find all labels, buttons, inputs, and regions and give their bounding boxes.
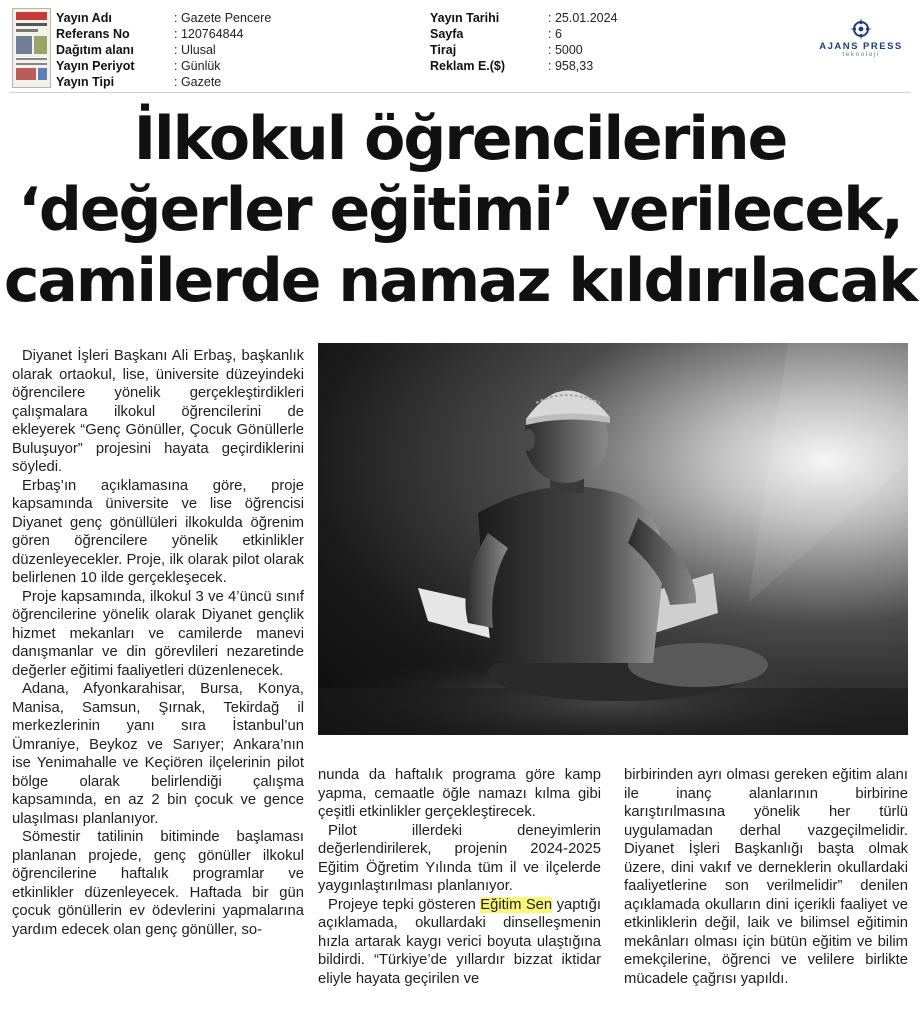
article-paragraph: Erbaş’ın açıklamasına göre, proje kapsamında üniversite ve lise öğrencisi Diyanet genç gönüllüleri ilkokulda öğrenim gören öğrencilere yönelik etkinlikler düzenleyecekler. Proje, ilk olarak pilot olarak belirlenen 10 ilde gerçekleşecek. <box>12 477 304 586</box>
article-paragraph: Diyanet İşleri Başkanı Ali Erbaş, başkanlık olarak ortaokul, lise, üniversite düzeyindeki öğrencilere yönelik gerçekleştirdikleri çalışmalara ilkokul öğrencilerini de ekleyerek “Genç Gönüller, Çocuk Gönüllerle Buluşuyor” projesini hayata geçirdiklerini söyledi. <box>12 348 304 475</box>
headline-line: ‘değerler eğitimi’ verilecek, <box>18 175 902 245</box>
article-column-3 <box>624 766 908 988</box>
meta-key: Reklam E.($) <box>430 59 506 73</box>
meta-value: : 25.01.2024 <box>548 11 618 25</box>
meta-key: Sayfa <box>430 27 464 41</box>
article-paragraph: Sömestir tatilinin bitiminde başlaması planlanan projede, genç gönüller ilkokul öğrencilerine haftalık programlar ve etkinlikler düzenleyecek. Haftada bir gün çocuk gönüllerin ev ödevlerini yapmalarına yardım edecek olan genç gönüller, so- <box>12 829 304 938</box>
meta-key: Yayın Periyot <box>56 59 135 73</box>
child-reading-illustration <box>318 343 908 735</box>
article-column-2 <box>318 766 601 988</box>
logo-brand: AJANS PRESS <box>819 41 903 52</box>
highlighted-keyword: Eğitim Sen <box>480 896 553 913</box>
meta-key: Dağıtım alanı <box>56 43 134 57</box>
ajans-press-logo <box>812 18 910 66</box>
meta-value: : 6 <box>548 27 562 41</box>
article-paragraph: birbirinden ayrı olması gereken eğitim alanı ile inanç alanlarının birbirine karıştırılmasına yönelik her türlü uygulamadan derhal vazgeçilmelidir. Diyanet İşleri Başkanlığı başta olmak üzere, dini vakıf ve derneklerin okullardaki faaliyetlerine son verilmelidir” denilen açıklamada okulların dini içerikli faaliyet ve etkinliklerin değil, laik ve bilimsel eğitimin mekânları olması için bütün eğitim ve bilim emekçilerine, öğrenci ve velilere birlikte mücadele çağrısı yapıldı. <box>624 767 908 987</box>
article-paragraph: Adana, Afyonkarahisar, Bursa, Konya, Manisa, Samsun, Şırnak, Tekirdağ il merkezlerinin yanı sıra İstanbul’un Ümraniye, Beykoz ve Sarıyer; Ankara’nın ise Yenimahalle ve Keçiören ilçelerinin pilot bölge olarak belirlendiği çalışma kapsamında, en az 2 bin çocuk ve gence ulaşılması planlanıyor. <box>12 681 304 827</box>
meta-value: : Gazete <box>174 75 222 89</box>
meta-value: : 958,33 <box>548 59 594 73</box>
article-paragraph <box>318 896 601 989</box>
meta-value: : 5000 <box>548 43 583 57</box>
meta-value: : Ulusal <box>174 43 216 57</box>
meta-value: : Günlük <box>174 59 221 73</box>
article-photo <box>318 343 908 735</box>
publication-info <box>56 10 271 90</box>
compass-logo-icon <box>850 18 872 40</box>
meta-key: Yayın Tipi <box>56 75 115 89</box>
headline-line: camilerde namaz kıldırılacak <box>3 246 917 316</box>
header-divider <box>10 92 910 93</box>
publication-stats <box>430 10 618 74</box>
newspaper-thumbnail[interactable] <box>12 8 51 88</box>
headline-line: İlkokul öğrencilerine <box>133 104 787 174</box>
paragraph-text: yaptığı açıklamada, okullardaki dinselleşmenin hızla artarak kaygı verici boyuta ulaştığına bildirdi. “Türkiye’de yıllardır bizzat iktidar eliyle hayata geçirilen ve <box>318 896 601 987</box>
article-paragraph: Proje kapsamında, ilkokul 3 ve 4’üncü sınıf öğrencilerine yönelik olarak Diyanet gençlik hizmet mekanları ve camilerde manevi danışmanlar ve din görevlileri nezaretinde değerler eğitimi faaliyetleri düzenlenecek. <box>12 588 304 679</box>
meta-value: : Gazete Pencere <box>174 11 272 25</box>
article-paragraph: nunda da haftalık programa göre kamp yapma, cemaatle öğle namazı kılma gibi çeşitli etkinlikler gerçekleştirecek. <box>318 767 601 820</box>
meta-key: Tiraj <box>430 43 457 57</box>
meta-key: Yayın Adı <box>56 11 112 25</box>
logo-subtitle: teknoloji <box>842 51 880 58</box>
article-paragraph: Pilot illerdeki deneyimlerin değerlendirilerek, projenin 2024-2025 Eğitim Öğretim Yılında tüm il ve ilçelerde yaygınlaştırılması planlanıyor. <box>318 822 601 894</box>
meta-key: Referans No <box>56 27 130 41</box>
meta-key: Yayın Tarihi <box>430 11 500 25</box>
article-column-1 <box>12 347 304 939</box>
meta-value: : 120764844 <box>174 27 244 41</box>
paragraph-text: Projeye tepki gösteren <box>328 896 481 913</box>
article-headline <box>0 104 920 317</box>
